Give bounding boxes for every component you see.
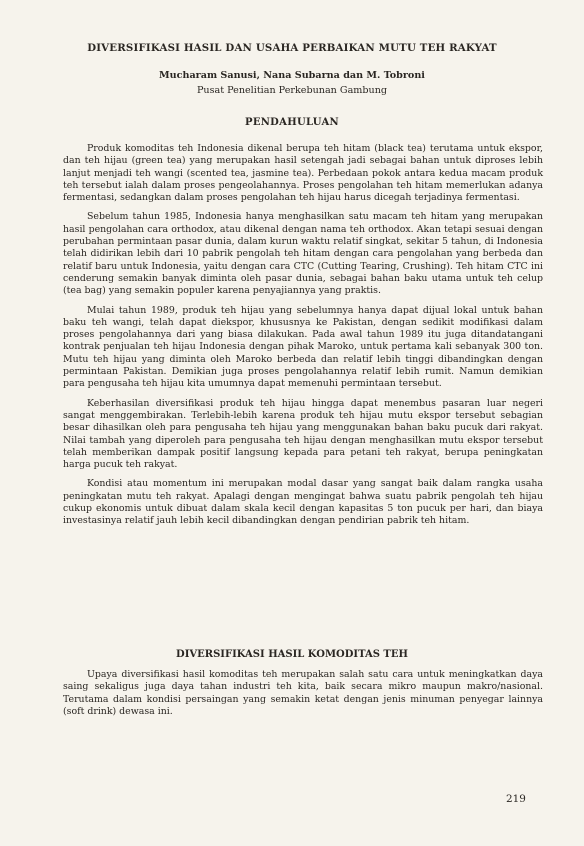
- author-list: Mucharam Sanusi, Nana Subarna dan M. Tobroni: [159, 70, 425, 81]
- page-number: 219: [506, 793, 526, 805]
- paragraph: Produk komoditas teh Indonesia dikenal berupa teh hitam (black tea) terutama untuk ekspor, dan teh hijau (green tea) yang merupakan hasil setengah jadi sebagai bahan untuk diproses lebih lanjut menjadi teh wangi (scented tea, jasmine tea). Perbedaan pokok antara kedua macam produk teh tersebut ialah dalam proses pengeolahannya. Proses pengolahan teh hitam memerlukan adanya fermentasi, sedangkan dalam proses pengolahan teh hijau harus dicegah terjadinya fermentasi.: [63, 143, 543, 204]
- paragraph: Keberhasilan diversifikasi produk teh hijau hingga dapat menembus pasaran luar negeri sangat menggembirakan. Terlebih-lebih karena produk teh hijau mutu ekspor tersebut sebagian besar dihasilkan oleh para pengusaha teh hijau yang menggunakan bahan baku pucuk dari rakyat. Nilai tambah yang diperoleh para pengusaha teh hijau dengan menghasilkan mutu ekspor tersebut telah memberikan dampak positif langsung kepada para petani teh rakyat, berupa peningkatan harga pucuk teh rakyat.: [63, 397, 543, 471]
- paragraph: Upaya diversifikasi hasil komoditas teh merupakan salah satu cara untuk meningkatkan daya saing sekaligus juga daya tahan industri teh kita, baik secara mikro maupun makro/nasional. Terutama dalam kondisi persaingan yang semakin ketat dengan jenis minuman penyegar lainnya (soft drink) dewasa ini.: [63, 669, 543, 717]
- affiliation: Pusat Penelitian Perkebunan Gambung: [196, 85, 388, 96]
- paragraph: Sebelum tahun 1985, Indonesia hanya menghasilkan satu macam teh hitam yang merupakan hasil pengolahan cara orthodox, atau dikenal dengan nama teh orthodox. Akan tetapi sesuai dengan perubahan permintaan pasar dunia, dalam kurun waktu relatif singkat, sekitar 5 tahun, di Indonesia telah didirikan lebih dari 10 pabrik pengolah teh hitam dengan cara pengolahan yang berbeda dan relatif baru untuk Indonesia, yaitu dengan cara CTC (Cutting Tearing, Crushing). Teh hitam CTC ini cenderung semakin banyak diminta oleh pasar dunia, sebagai bahan baku utama untuk teh celup (tea bag) yang semakin populer karena penyajiannya yang praktis.: [63, 211, 543, 297]
- paragraph: Kondisi atau momentum ini merupakan modal dasar yang sangat baik dalam rangka usaha peningkatan mutu teh rakyat. Apalagi dengan mengingat bahwa suatu pabrik pengolah teh hijau cukup ekonomis untuk dibuat dalam skala kecil dengan kapasitas 5 ton pucuk per hari, dan biaya investasinya relatif jauh lebih kecil dibandingkan dengan pendirian pabrik teh hitam.: [63, 478, 543, 527]
- section-heading-diversifikasi: DIVERSIFIKASI HASIL KOMODITAS TEH: [176, 649, 408, 660]
- paragraph: Mulai tahun 1989, produk teh hijau yang sebelumnya hanya dapat dijual lokal untuk bahan baku teh wangi, telah dapat diekspor, khususnya ke Pakistan, dengan sedikit modifikasi dalam proses pengolahannya dari yang biasa dilakukan. Pada awal tahun 1989 itu juga ditandatangani kontrak penjualan teh hijau Indonesia dengan pihak Maroko, untuk pertama kali sebanyak 300 ton. Mutu teh hijau yang diminta oleh Maroko berbeda dan relatif lebih tinggi dibandingkan dengan permintaan Pakistan. Demikian juga proses pengolahannya relatif lebih rumit. Namun demikian para pengusaha teh hijau kita umumnya dapat memenuhi permintaan tersebut.: [63, 304, 543, 390]
- section-body-diversifikasi: [63, 669, 543, 725]
- section-body-pendahuluan: [63, 143, 543, 535]
- paper-title: DIVERSIFIKASI HASIL DAN USAHA PERBAIKAN MUTU TEH RAKYAT: [87, 42, 497, 54]
- section-heading-pendahuluan: PENDAHULUAN: [245, 117, 339, 128]
